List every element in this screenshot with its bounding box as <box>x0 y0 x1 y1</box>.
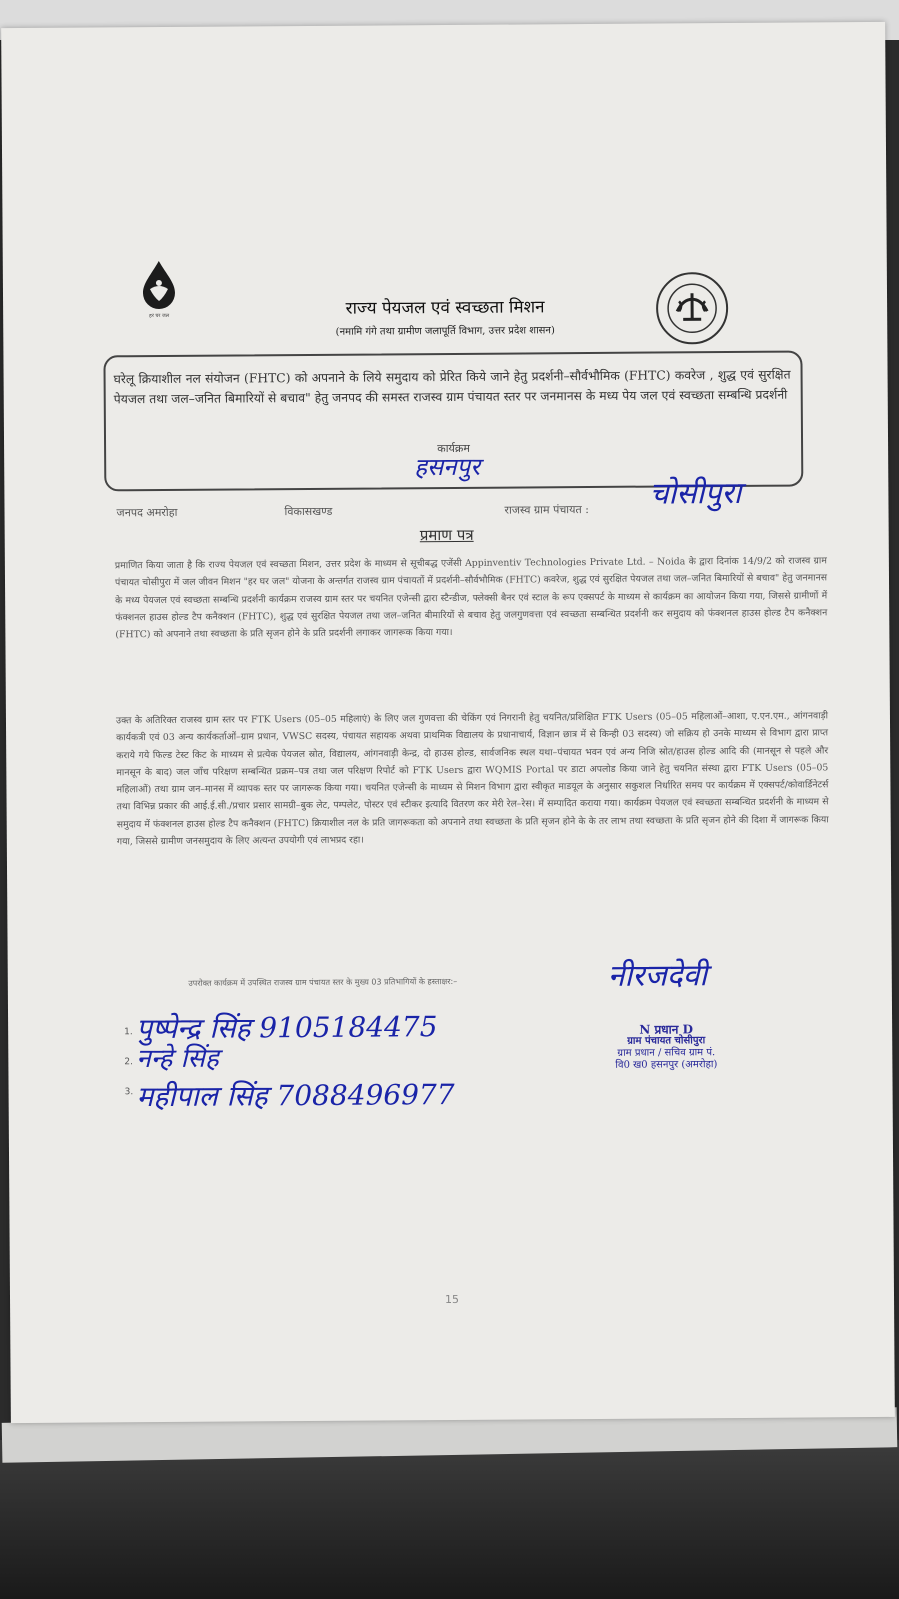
gram-panchayat-label: राजस्व ग्राम पंचायत : <box>504 503 590 517</box>
certificate-title: प्रमाण पत्र <box>419 525 474 545</box>
background-floor <box>0 1440 899 1599</box>
signature-2-handwritten: नन्हे सिंह <box>136 1043 219 1075</box>
certificate-paragraph-1: प्रमाणित किया जाता है कि राज्य पेयजल एवं स्वच्छता मिशन, उत्तर प्रदेश के माध्यम से सूचीबद्ध एजेंसी Appinventiv Technologies Private Ltd. – Noida के द्वारा दिनांक 14/9/2 को राजस्व ग्राम पंचायत चोसीपुरा में जल जीवन मिशन "हर घर जल" योजना के अन्तर्गत राजस्व ग्राम पंचायतों में प्रदर्शनी–सौर्वभौमिक (FHTC) कवरेज, शुद्ध एवं सुरक्षित पेयजल तथा जल–जनित बिमारियों से बचाव" हेतु जनमानस के मध्य पेयजल एवं स्वच्छता सम्बन्धि प्रदर्शनी कार्यक्रम राजस्व ग्राम स्तर पर चयनित एजेन्सी द्वारा स्टैन्डीज, फ्लेक्सी बैनर एवं स्टाल के रूप एक्सपर्ट के माध्यम से कार्यक्रम का आयोजन किया गया, जिससे ग्रामीणों में फंक्शनल हाउस होल्ड टैप कनैक्शन (FHTC), शुद्ध एवं सुरक्षित पेयजल तथा जल–जनित बीमारियों से बचाव हेतु जलगुणवत्ता एवं स्वच्छता सम्बन्धित प्रदर्शनी कर समुदाय को फंक्शनल हाउस होल्ड टैप कनैक्शन (FHTC) को अपनाने तथा स्वच्छता के प्रति सृजन होने के प्रति प्रदर्शनी लगाकर जागरूक किया गया। <box>114 555 828 641</box>
stamp-pradhan-label: N प्रधान D <box>639 1022 694 1037</box>
signature-2-number: 2. <box>124 1057 133 1068</box>
page-number: 15 <box>444 1292 460 1307</box>
block-label: विकासखण्ड <box>284 504 333 519</box>
signature-1-handwritten: पुष्पेन्द्र सिंह 9105184475 <box>136 1010 438 1046</box>
stamp-line-2: ग्राम प्रधान / सचिव ग्राम पं. <box>617 1047 716 1059</box>
pradhan-stamp <box>566 1023 766 1072</box>
signature-1-number: 1. <box>124 1027 133 1038</box>
logo-caption: हर घर जल <box>149 312 170 320</box>
program-label: कार्यक्रम <box>437 441 470 456</box>
certificate-paragraph-2: उक्त के अतिरिक्त राजस्व ग्राम स्तर पर FTK Users (05–05 महिलाएं) के लिए जल गुणवत्ता की चेकिंग एवं निगरानी हेतु चयनित/प्रशिक्षित FTK Users (05–05 महिलाओं–आशा, ए.एन.एम., आंगनवाड़ी कार्यकत्री एवं 03 अन्य कार्यकर्ताओं–ग्राम प्रधान, VWSC सदस्य, पंचायत सहायक अथवा प्राथमिक विद्यालय के प्रधानाचार्य, विज्ञान छात्र में से किन्ही 03 सदस्य) जो सक्रिय हो उनके माध्यम से विभाग द्वारा प्राप्त कराये गये फिल्ड टेस्ट किट के माध्यम से प्रत्येक पेयजल स्रोत, विद्यालय, आंगनवाड़ी केन्द्र, दो हाउस होल्ड, सार्वजनिक स्थल यथा–पंचायत भवन एवं अन्य निजि स्रोत/हाउस होल्ड आदि की (मानसून से पहले और मानसून के बाद) जल जाँच परिक्षण सम्बन्धित प्रक्रम–पत्र तथा जल परिक्षण रिपोर्ट को FTK Users द्वारा WQMIS Portal पर डाटा अपलोड किया जाने हेतु चयनित संस्था द्वारा FTK Users (05–05 महिलाओं) तथा ग्राम जन–मानस में व्यापक स्तर पर जागरूक किया गया। चयनित एजेन्सी के माध्यम से मिशन विभाग द्वारा स्वीकृत माडयूल के अनुसार सकुशल निर्धारित समय पर कार्यक्रम में एक्सपर्ट/कोवार्डिनेटर्स तथा विभिन्न प्रकार की आई.ई.सी./प्रचार प्रसार सामग्री–बुक लेट, पम्पलेट, पोस्टर एवं स्टीकर इत्यादि वितरण कर मेरी रेल–रेस। में सम्पादित कराया गया। कार्यक्रम पेयजल एवं स्वच्छता सम्बन्धित प्रदर्शनी के माध्यम से समुदाय में फंक्शनल हाउस होल्ड टैप कनैक्शन (FHTC) क्रियाशील नल के प्रति जागरूकता को अपनाने तथा स्वच्छता के प्रति सृजन होने के के तर लाभ तथा स्वच्छता के प्रति सृजन होने की दिशा में जागरूक किया गया, जिससे ग्रामीण जनसमुदाय के लिए अत्यन्त उपयोगी एवं लाभप्रद रहा। <box>115 710 829 848</box>
program-description: घरेलू क्रियाशील नल संयोजन (FHTC) को अपनाने के लिये समुदाय को प्रेरित किये जाने हेतु प्रदर्शनी–सौर्वभौमिक (FHTC) कवरेज , शुद्ध एवं सुरक्षित पेयजल तथा जल–जनित बिमारियों से बचाव" हेतु जनपद की समस्त राजस्व ग्राम पंचायत स्तर पर जनमानस के मध्य पेय जल एवं स्वच्छता सम्बन्धि प्रदर्शनी <box>113 367 791 407</box>
district-value: अमरोहा <box>146 505 178 520</box>
stamp-line-1: ग्राम पंचायत चोसीपुरा <box>627 1035 706 1047</box>
gram-panchayat-value-handwritten: चोसीपुरा <box>649 475 742 512</box>
document-page <box>1 22 895 1423</box>
signature-note: उपरोक्त कार्यक्रम में उपस्थित राजस्व ग्राम पंचायत स्तर के मुख्य 03 प्रतिभागियों के हस्ताक्षर:– <box>188 976 458 988</box>
pradhan-signature: नीरजदेवी <box>607 958 708 994</box>
district-label: जनपद <box>116 506 143 520</box>
mission-subtitle: (नमामि गंगे तथा ग्रामीण जलापूर्ति विभाग, उत्तर प्रदेश शासन) <box>335 325 555 338</box>
signature-3-number: 3. <box>124 1087 134 1098</box>
block-value-handwritten: हसनपुर <box>414 452 481 482</box>
district-field <box>116 505 177 520</box>
stamp-line-3: वि0 ख0 हसनपुर (अमरोहा) <box>615 1059 718 1071</box>
mission-title: राज्य पेयजल एवं स्वच्छता मिशन <box>345 297 545 319</box>
signature-3-handwritten: महीपाल सिंह 7088496977 <box>136 1077 455 1114</box>
